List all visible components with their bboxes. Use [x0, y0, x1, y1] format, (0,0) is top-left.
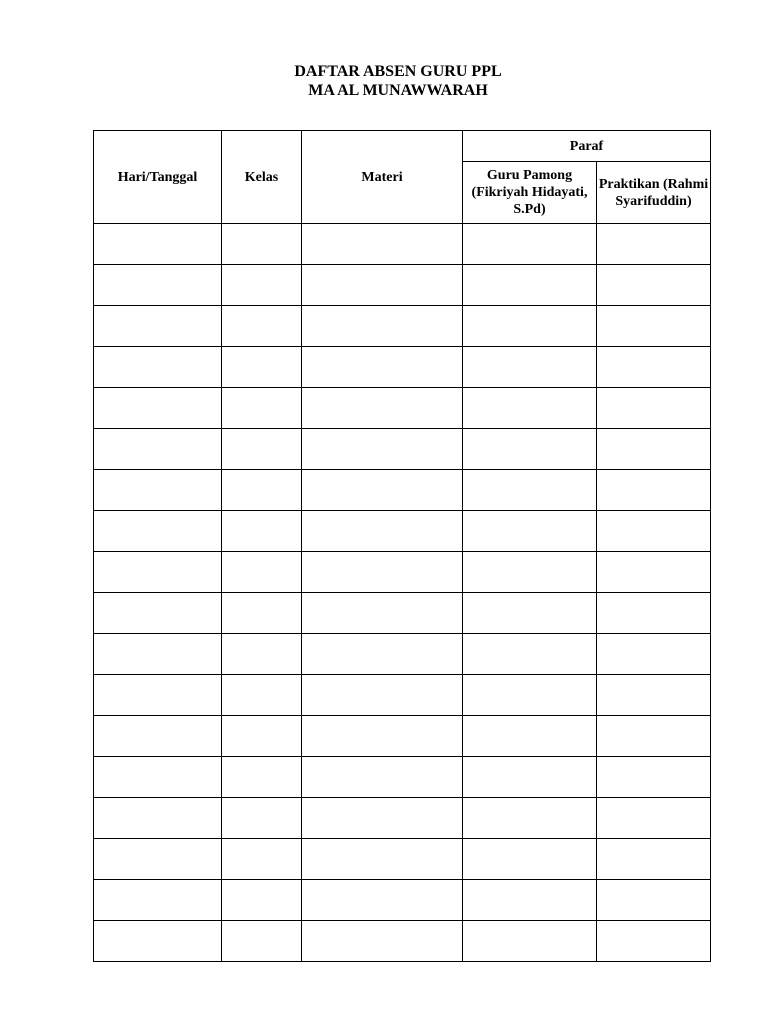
cell-date [94, 757, 222, 798]
cell-date [94, 634, 222, 675]
cell-practitioner-signature [597, 880, 711, 921]
cell-supervisor-signature [463, 798, 597, 839]
cell-supervisor-signature [463, 839, 597, 880]
cell-date [94, 593, 222, 634]
cell-date [94, 716, 222, 757]
attendance-table [93, 130, 711, 962]
cell-class [222, 388, 302, 429]
cell-class [222, 511, 302, 552]
header-date: Hari/Tanggal [94, 131, 222, 224]
cell-material [302, 880, 463, 921]
cell-class [222, 634, 302, 675]
cell-practitioner-signature [597, 388, 711, 429]
cell-supervisor-signature [463, 429, 597, 470]
cell-class [222, 757, 302, 798]
table-row [94, 921, 711, 962]
table-row [94, 880, 711, 921]
cell-material [302, 839, 463, 880]
cell-supervisor-signature [463, 634, 597, 675]
table-row [94, 798, 711, 839]
cell-supervisor-signature [463, 880, 597, 921]
cell-practitioner-signature [597, 429, 711, 470]
cell-class [222, 552, 302, 593]
cell-date [94, 552, 222, 593]
cell-practitioner-signature [597, 265, 711, 306]
cell-supervisor-signature [463, 511, 597, 552]
table-row [94, 552, 711, 593]
cell-material [302, 921, 463, 962]
header-material: Materi [302, 131, 463, 224]
cell-material [302, 347, 463, 388]
cell-class [222, 593, 302, 634]
cell-material [302, 224, 463, 265]
cell-supervisor-signature [463, 593, 597, 634]
cell-practitioner-signature [597, 921, 711, 962]
cell-class [222, 716, 302, 757]
table-row [94, 593, 711, 634]
cell-date [94, 675, 222, 716]
cell-supervisor-signature [463, 716, 597, 757]
table-row [94, 757, 711, 798]
cell-supervisor-signature [463, 306, 597, 347]
cell-date [94, 511, 222, 552]
cell-date [94, 224, 222, 265]
cell-supervisor-signature [463, 224, 597, 265]
cell-supervisor-signature [463, 921, 597, 962]
cell-date [94, 429, 222, 470]
cell-class [222, 429, 302, 470]
cell-class [222, 306, 302, 347]
cell-date [94, 306, 222, 347]
cell-material [302, 675, 463, 716]
table-row [94, 716, 711, 757]
cell-material [302, 388, 463, 429]
cell-date [94, 265, 222, 306]
cell-supervisor-signature [463, 675, 597, 716]
cell-practitioner-signature [597, 634, 711, 675]
title-line-2: MA AL MUNAWWARAH [308, 82, 488, 99]
cell-class [222, 921, 302, 962]
cell-supervisor-signature [463, 552, 597, 593]
cell-supervisor-signature [463, 470, 597, 511]
table-header [94, 131, 711, 224]
cell-supervisor-signature [463, 757, 597, 798]
header-supervisor-teacher: Guru Pamong (Fikriyah Hidayati, S.Pd) [463, 162, 597, 224]
cell-practitioner-signature [597, 593, 711, 634]
table-row [94, 470, 711, 511]
header-signature-group: Paraf [463, 131, 711, 162]
cell-material [302, 265, 463, 306]
cell-class [222, 675, 302, 716]
cell-class [222, 839, 302, 880]
cell-practitioner-signature [597, 511, 711, 552]
cell-date [94, 921, 222, 962]
table-row [94, 511, 711, 552]
cell-practitioner-signature [597, 675, 711, 716]
cell-material [302, 306, 463, 347]
table-row [94, 429, 711, 470]
cell-practitioner-signature [597, 716, 711, 757]
cell-material [302, 429, 463, 470]
cell-material [302, 798, 463, 839]
table-row [94, 265, 711, 306]
cell-class [222, 798, 302, 839]
cell-material [302, 716, 463, 757]
cell-material [302, 593, 463, 634]
title-line-1: DAFTAR ABSEN GURU PPL [294, 63, 502, 80]
cell-class [222, 265, 302, 306]
table-body [94, 224, 711, 962]
header-practitioner: Praktikan (Rahmi Syarifuddin) [597, 162, 711, 224]
cell-material [302, 511, 463, 552]
cell-material [302, 552, 463, 593]
cell-material [302, 757, 463, 798]
cell-date [94, 347, 222, 388]
cell-supervisor-signature [463, 265, 597, 306]
header-class: Kelas [222, 131, 302, 224]
cell-practitioner-signature [597, 552, 711, 593]
table-row [94, 634, 711, 675]
cell-practitioner-signature [597, 347, 711, 388]
table-row [94, 224, 711, 265]
cell-date [94, 880, 222, 921]
cell-material [302, 634, 463, 675]
cell-supervisor-signature [463, 388, 597, 429]
cell-date [94, 388, 222, 429]
cell-practitioner-signature [597, 757, 711, 798]
table-row [94, 675, 711, 716]
cell-practitioner-signature [597, 470, 711, 511]
cell-date [94, 798, 222, 839]
cell-practitioner-signature [597, 224, 711, 265]
table-row [94, 839, 711, 880]
table-row [94, 347, 711, 388]
cell-practitioner-signature [597, 798, 711, 839]
table-row [94, 388, 711, 429]
cell-material [302, 470, 463, 511]
cell-class [222, 347, 302, 388]
cell-practitioner-signature [597, 839, 711, 880]
page-title [0, 62, 768, 100]
cell-class [222, 224, 302, 265]
cell-date [94, 839, 222, 880]
table-row [94, 306, 711, 347]
cell-supervisor-signature [463, 347, 597, 388]
cell-class [222, 470, 302, 511]
cell-date [94, 470, 222, 511]
cell-class [222, 880, 302, 921]
cell-practitioner-signature [597, 306, 711, 347]
